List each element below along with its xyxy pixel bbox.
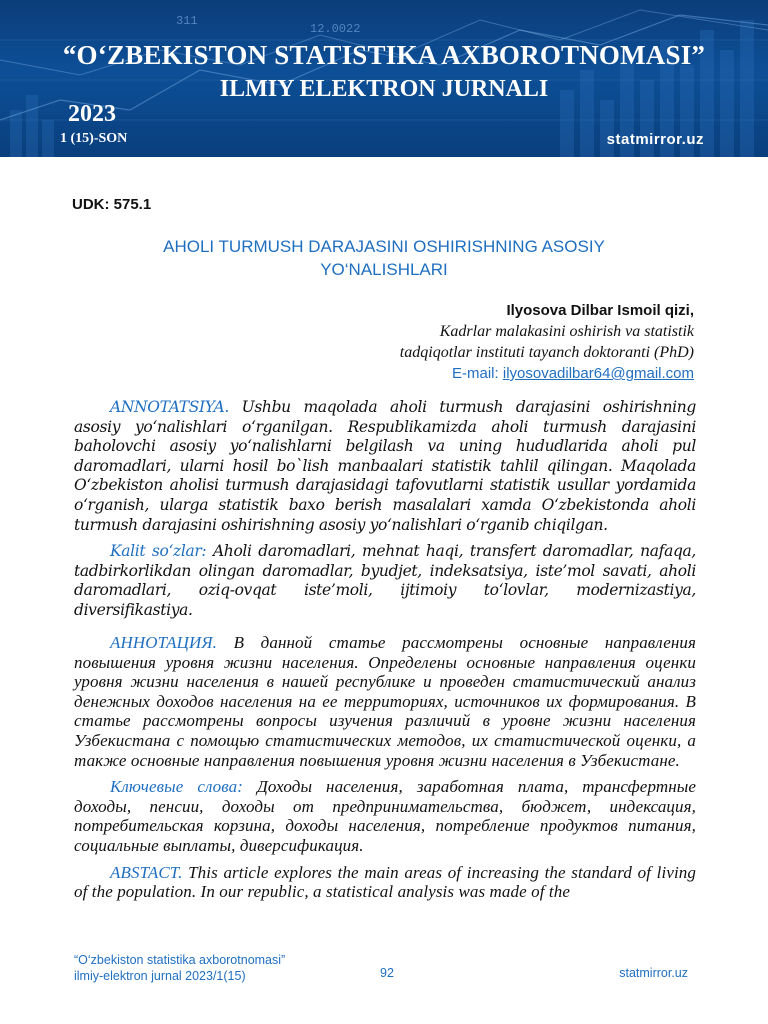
footer-journal-line-1: “O‘zbekiston statistika axborotnomasi” bbox=[74, 953, 286, 967]
keywords-uz-text: Aholi daromadlari, mehnat haqi, transfert daromadlar, nafaqa, tadbirkorlikdan olingan daromadlar, byudjet, indeksatsiya, iste’mol savati, aholi daromadlari, oziq-ovqat iste’moli, ijtimoiy to‘lovlar, modernizastiya, diversifikastiya. bbox=[74, 542, 696, 619]
annotation-ru bbox=[74, 633, 696, 770]
article-body-ru bbox=[74, 633, 696, 909]
author-block bbox=[94, 300, 694, 384]
keywords-ru-label: Ключевые слова: bbox=[110, 777, 244, 797]
footer-journal-line-2: ilmiy-elektron jurnal 2023/1(15) bbox=[74, 969, 246, 983]
article-title-line-2: YO‘NALISHLARI bbox=[320, 260, 448, 279]
journal-issue: 1 (15)-SON bbox=[60, 131, 128, 146]
author-email bbox=[94, 363, 694, 384]
annotation-ru-text: В данной статье рассмотрены основные направления повышения уровня жизни населения. Определены основные направления оценки уровня жизни населения в нашей республике и проведен статистический анализ денежных доходов населения на ее территориях, источников их формирования. В статье рассмотрены вопросы изучения различий в уровне жизни населения Узбекистана с помощью статистических методов, их статистической оценки, а также основные направления повышения уровня жизни населения в Узбекистане. bbox=[74, 633, 696, 770]
page-number: 92 bbox=[380, 966, 394, 980]
footer-site: statmirror.uz bbox=[619, 966, 688, 980]
email-link[interactable]: ilyosovadilbar64@gmail.com bbox=[502, 365, 694, 382]
keywords-uz bbox=[74, 542, 696, 620]
footer-journal bbox=[74, 952, 374, 984]
abstract-en-label: ABSTACT. bbox=[110, 862, 183, 882]
journal-banner bbox=[0, 0, 768, 157]
annotation-uz-text: Ushbu maqolada aholi turmush darajasini oshirishning asosiy yo‘nalishlari o‘rganilgan. Respublikamizda aholi turmush darajasini baholovchi asosiy yo‘nalishlarni belgilash va uning hududlarida aholi pul daromadlari, ularni hosil bo`lish manbaalari statistik tahlil qilingan. Maqolada O‘zbekiston aholisi turmush darajasidagi tafovutlarni statistik usullar yordamida o‘rganish, ularga statistik baxo berish masalalari xamda O‘zbekistonda aholi turmush darajasini oshirishning asosiy yo‘nalishlari o‘rganib chiqilgan. bbox=[74, 398, 696, 534]
abstract-en-text: This article explores the main areas of increasing the standard of living of the population. In our republic, a statistical analysis was made of the bbox=[74, 862, 696, 902]
article-body bbox=[74, 398, 696, 628]
journal-title: “O‘ZBEKISTON STATISTIKA AXBOROTNOMASI” bbox=[62, 40, 706, 70]
keywords-ru bbox=[74, 777, 696, 855]
article-title bbox=[72, 235, 696, 281]
journal-year: 2023 bbox=[68, 101, 116, 127]
journal-subtitle: ILMIY ELEKTRON JURNALI bbox=[219, 76, 549, 102]
annotation-ru-label: АННОТАЦИЯ. bbox=[110, 633, 217, 652]
udk-code: UDK: 575.1 bbox=[72, 196, 152, 213]
annotation-uz bbox=[74, 398, 696, 535]
keywords-ru-text: Доходы населения, заработная плата, трансфертные доходы, пенсии, доходы от предпринимательства, бюджет, индексация, потребительская корзина, доходы населения, потребление продуктов питания, социальные выплаты, диверсификация. bbox=[74, 777, 696, 855]
author-affiliation-1: Kadrlar malakasini oshirish va statistik bbox=[439, 323, 694, 340]
annotation-uz-label: ANNOTATSIYA. bbox=[110, 398, 229, 416]
abstract-en bbox=[74, 863, 696, 902]
author-affiliation-2: tadqiqotlar instituti tayanch doktoranti (PhD) bbox=[399, 344, 694, 361]
journal-site: statmirror.uz bbox=[606, 131, 704, 148]
author-name: Ilyosova Dilbar Ismoil qizi, bbox=[506, 302, 694, 319]
keywords-uz-label: Kalit so‘zlar: bbox=[110, 542, 207, 561]
article-title-line-1: AHOLI TURMUSH DARAJASINI OSHIRISHNING ASOSIY bbox=[163, 237, 605, 256]
email-label: E-mail: bbox=[452, 365, 503, 382]
banner-number-2: 12.0022 bbox=[310, 22, 361, 36]
banner-number-1: 311 bbox=[176, 14, 198, 28]
